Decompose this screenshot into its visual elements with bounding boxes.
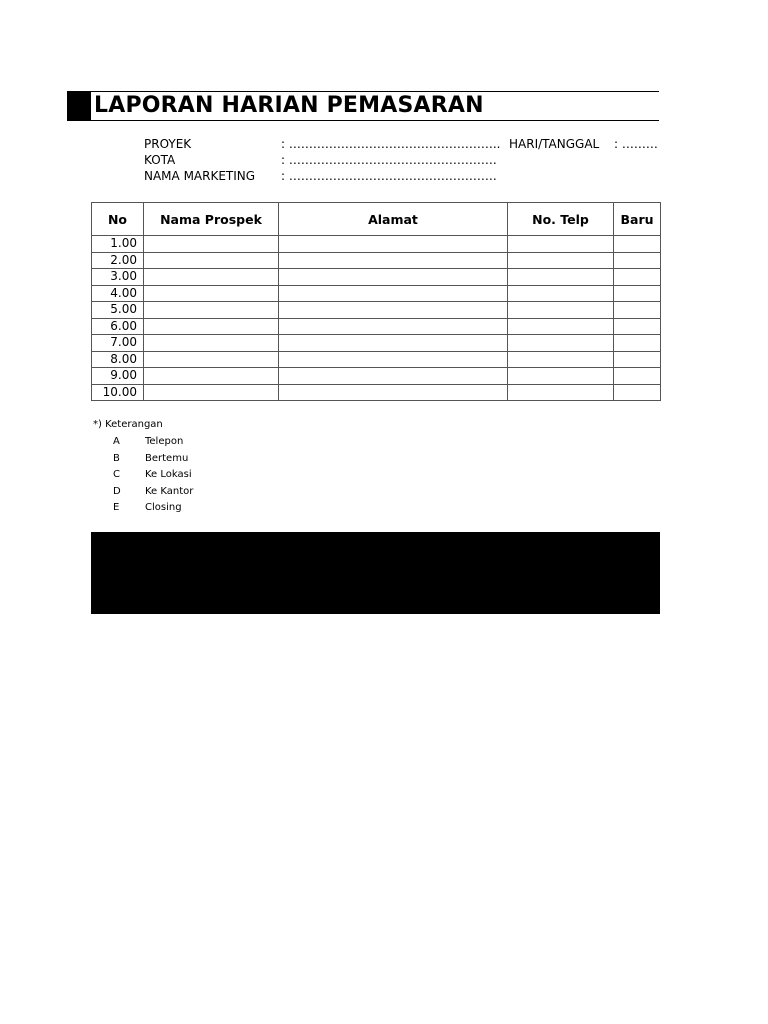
no-telp-cell[interactable] (508, 236, 614, 253)
table-row (92, 285, 661, 302)
alamat-cell[interactable] (279, 236, 508, 253)
info-value: : ……… (614, 137, 658, 151)
table-header-row (92, 203, 661, 236)
nama-prospek-cell[interactable] (144, 351, 279, 368)
table-row (92, 384, 661, 401)
no-telp-cell[interactable] (508, 335, 614, 352)
no-telp-cell[interactable] (508, 285, 614, 302)
column-header-no: No (92, 203, 144, 236)
table-row (92, 351, 661, 368)
table-row (92, 252, 661, 269)
no-telp-cell[interactable] (508, 252, 614, 269)
baru-cell[interactable] (614, 335, 661, 352)
row-number: 1.00 (92, 236, 144, 253)
baru-cell[interactable] (614, 269, 661, 286)
report-table (91, 202, 661, 401)
nama-prospek-cell[interactable] (144, 302, 279, 319)
info-value: : ……………………………………………. (281, 169, 497, 183)
baru-cell[interactable] (614, 285, 661, 302)
alamat-cell[interactable] (279, 285, 508, 302)
info-label: NAMA MARKETING (144, 169, 256, 183)
nama-prospek-cell[interactable] (144, 285, 279, 302)
nama-prospek-cell[interactable] (144, 236, 279, 253)
info-label: PROYEK (144, 137, 192, 151)
column-header-no-telp: No. Telp (508, 203, 614, 236)
baru-cell[interactable] (614, 351, 661, 368)
note-code: B (113, 452, 120, 464)
alamat-cell[interactable] (279, 368, 508, 385)
nama-prospek-cell[interactable] (144, 252, 279, 269)
alamat-cell[interactable] (279, 335, 508, 352)
nama-prospek-cell[interactable] (144, 269, 279, 286)
note-text: Bertemu (145, 452, 189, 464)
row-number: 10.00 (92, 384, 144, 401)
row-number: 4.00 (92, 285, 144, 302)
alamat-cell[interactable] (279, 302, 508, 319)
row-number: 3.00 (92, 269, 144, 286)
info-label: KOTA (144, 153, 176, 167)
nama-prospek-cell[interactable] (144, 368, 279, 385)
note-code: A (113, 436, 120, 447)
note-text: Ke Lokasi (145, 469, 192, 480)
column-header-alamat: Alamat (279, 203, 508, 236)
redacted-block (91, 532, 660, 614)
table-row (92, 236, 661, 253)
row-number: 5.00 (92, 302, 144, 319)
nama-prospek-cell[interactable] (144, 318, 279, 335)
notes-title: *) Keterangan (93, 419, 163, 430)
note-code: D (113, 485, 121, 497)
no-telp-cell[interactable] (508, 351, 614, 368)
info-row-kota (144, 152, 497, 168)
baru-cell[interactable] (614, 318, 661, 335)
nama-prospek-cell[interactable] (144, 384, 279, 401)
note-text: Ke Kantor (145, 485, 194, 497)
baru-cell[interactable] (614, 384, 661, 401)
info-value: : ……………………………………………. (281, 153, 497, 167)
row-number: 8.00 (92, 351, 144, 368)
column-header-baru: Baru (614, 203, 661, 236)
title-bottom-rule (91, 120, 659, 121)
alamat-cell[interactable] (279, 384, 508, 401)
baru-cell[interactable] (614, 236, 661, 253)
no-telp-cell[interactable] (508, 318, 614, 335)
no-telp-cell[interactable] (508, 368, 614, 385)
table-row (92, 302, 661, 319)
info-row-proyek (144, 136, 501, 152)
baru-cell[interactable] (614, 252, 661, 269)
alamat-cell[interactable] (279, 318, 508, 335)
no-telp-cell[interactable] (508, 269, 614, 286)
column-header-nama-prospek: Nama Prospek (144, 203, 279, 236)
table-row (92, 318, 661, 335)
alamat-cell[interactable] (279, 269, 508, 286)
row-number: 2.00 (92, 252, 144, 269)
table-row (92, 269, 661, 286)
info-label: HARI/TANGGAL (509, 137, 600, 151)
no-telp-cell[interactable] (508, 384, 614, 401)
baru-cell[interactable] (614, 302, 661, 319)
page-title: LAPORAN HARIAN PEMASARAN (94, 93, 484, 118)
baru-cell[interactable] (614, 368, 661, 385)
note-code: C (113, 469, 120, 480)
row-number: 7.00 (92, 335, 144, 352)
info-row-hari-tanggal (509, 136, 658, 152)
nama-prospek-cell[interactable] (144, 335, 279, 352)
note-text: Telepon (145, 436, 184, 447)
table-row (92, 335, 661, 352)
note-code: E (113, 502, 120, 513)
table-row (92, 368, 661, 385)
title-accent-block (67, 91, 91, 121)
note-text: Closing (145, 502, 182, 513)
row-number: 9.00 (92, 368, 144, 385)
alamat-cell[interactable] (279, 351, 508, 368)
info-row-nama-marketing (144, 168, 497, 184)
alamat-cell[interactable] (279, 252, 508, 269)
row-number: 6.00 (92, 318, 144, 335)
info-value: : …………………………………………….. (281, 137, 501, 151)
no-telp-cell[interactable] (508, 302, 614, 319)
